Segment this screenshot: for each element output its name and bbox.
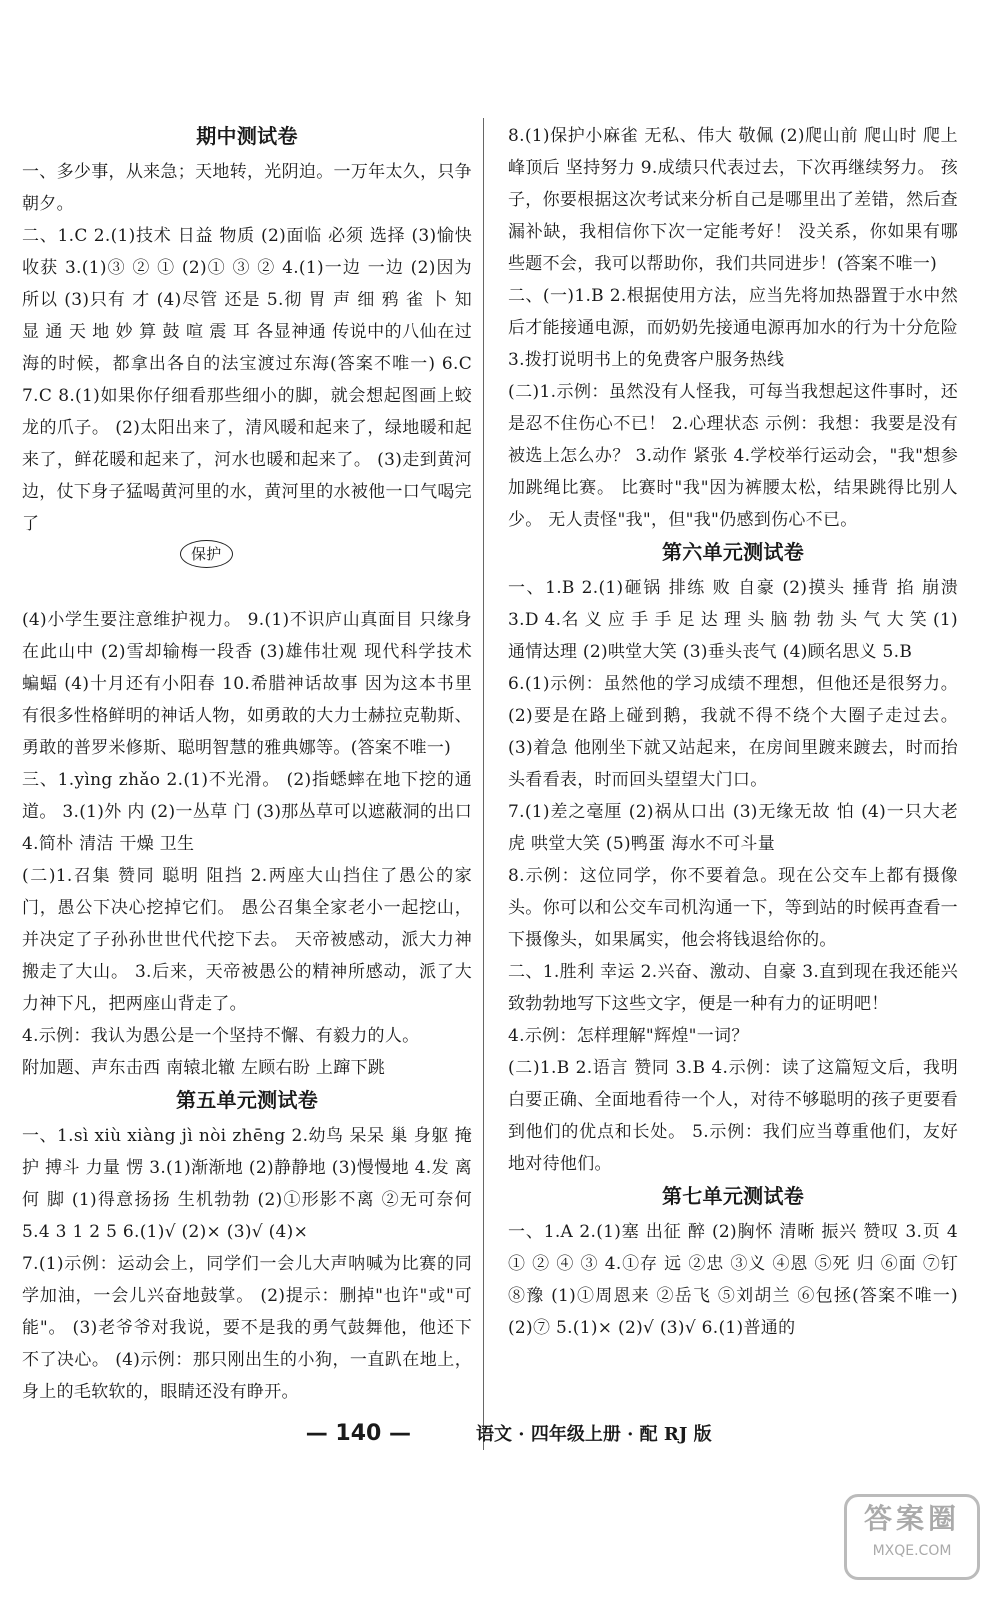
right-column	[508, 120, 958, 1344]
answer-paragraph: (4)小学生要注意维护视力。 9.(1)不识庐山真面目 只缘身在此山中 (2)雪却输梅一段香 (3)雄伟壮观 现代科学技术 蝙蝠 (4)十月还有小阳春 10.希腊神话故事 因为这本书里有很多性格鲜明的神话人物，如勇敢的大力士赫拉克勒斯、勇敢的普罗米修斯、聪明智慧的雅典娜等。(答案不唯一)	[22, 610, 472, 758]
page-number: — 140 —	[305, 1421, 411, 1446]
answer-paragraph: 7.(1)差之毫厘 (2)祸从口出 (3)无缘无故 怕 (4)一只大老虎 哄堂大笑 (5)鸭蛋 海水不可斗量	[508, 802, 958, 854]
correction-annotation	[22, 540, 472, 604]
answer-paragraph: 一、1.B 2.(1)砸锅 排练 败 自豪 (2)摸头 捶背 掐 崩溃 3.D 4.名 义 应 手 手 足 达 理 头 脑 勃 勃 头 气 大 笑 (1)通情达理 (2)哄堂大笑 (3)垂头丧气 (4)顾名思义 5.B	[508, 578, 958, 662]
book-info: 语文 · 四年级上册 · 配 RJ 版	[476, 1424, 712, 1445]
answer-paragraph: 一、1.A 2.(1)塞 出征 醉 (2)胸怀 清晰 振兴 赞叹 3.页 4 ① ② ④ ③ 4.①存 远 ②忠 ③义 ④恩 ⑤死 归 ⑥面 ⑦钉 ⑧豫 (1)①周恩来 ②岳飞 ⑤刘胡兰 ⑥包拯(答案不唯一) (2)⑦ 5.(1)× (2)√ (3)√ 6.(1)普通的	[508, 1222, 958, 1338]
left-column	[22, 120, 472, 1408]
answer-paragraph: 4.示例：我认为愚公是一个坚持不懈、有毅力的人。	[22, 1026, 420, 1046]
section-title-unit7: 第七单元测试卷	[661, 1184, 805, 1208]
answer-paragraph: 三、1.yìng zhǎo 2.(1)不光滑。 (2)指蟋蟀在地下挖的通道。 3.(1)外 内 (2)一丛草 门 (3)那丛草可以遮蔽洞的出口 4.简朴 清洁 干燥 卫生	[22, 770, 472, 854]
watermark-url: MXQE.COM	[872, 1543, 952, 1559]
answer-paragraph: 一、多少事，从来急；天地转，光阴迫。一万年太久，只争朝夕。	[22, 162, 472, 214]
answer-paragraph: 二、1.C 2.(1)技术 日益 物质 (2)面临 必须 选择 (3)愉快 收获 3.(1)③ ② ① (2)① ③ ② 4.(1)一边 一边 (2)因为 所以 (3)只有 才 (4)尽管 还是 5.彻 胃 声 细 鸦 雀 卜 知 显 通 天 地 妙 算 鼓 喧 震 耳 各显神通 传说中的八仙在过海的时候，都拿出各自的法宝渡过东海(答案不唯一) 6.C 7.C 8.(1)如果你仔细看那些细小的脚，就会想起图画上蛟龙的爪子。 (2)太阳出来了，清风暖和起来了，绿地暖和起来了，鲜花暖和起来了，河水也暖和起来了。 (3)走到黄河边，仗下身子猛喝黄河里的水，黄河里的水被他一口气喝完了	[22, 226, 472, 534]
answer-paragraph: (二)1.召集 赞同 聪明 阻挡 2.两座大山挡住了愚公的家门，愚公下决心挖掉它们。 愚公召集全家老小一起挖山，并决定了子孙孙世世代代挖下去。 天帝被感动，派大力神搬走了大山。 3.后来，天帝被愚公的精神所感动，派了大力神下凡，把两座山背走了。	[22, 866, 472, 1014]
answer-paragraph: 8.(1)保护小麻雀 无私、伟大 敬佩 (2)爬山前 爬山时 爬上峰顶后 坚持努力 9.成绩只代表过去，下次再继续努力。 孩子，你要根据这次考试来分析自己是哪里出了差错，然后查漏补缺，我相信你下次一定能考好！ 没关系，你如果有哪些题不会，我可以帮助你，我们共同进步！(答案不唯一)	[508, 126, 958, 274]
section-title-unit6: 第六单元测试卷	[661, 540, 805, 564]
answer-paragraph: (二)1.B 2.语言 赞同 3.B 4.示例：读了这篇短文后，我明白要正确、全面地看待一个人，对待不够聪明的孩子更要看到他们的优点和长处。 5.示例：我们应当尊重他们，友好地对待他们。	[508, 1058, 958, 1174]
watermark-logo	[844, 1494, 980, 1580]
watermark-text: 答案圈	[863, 1502, 960, 1535]
answer-paragraph: 6.(1)示例：虽然他的学习成绩不理想，但他还是很努力。 (2)要是在路上碰到鹅，我就不得不绕个大圈子走过去。 (3)着急 他刚坐下就又站起来，在房间里踱来踱去，时而抬头看看表，时而回头望望大门口。	[508, 674, 958, 790]
bonus-question: 附加题、声东击西 南辕北辙 左顾右盼 上蹿下跳	[22, 1058, 386, 1078]
answer-paragraph: 二、(一)1.B 2.根据使用方法，应当先将加热器置于水中然后才能接通电源，而奶奶先接通电源再加水的行为十分危险 3.拨打说明书上的免费客户服务热线	[508, 286, 958, 370]
section-title-midterm: 期中测试卷	[196, 124, 298, 148]
column-divider	[483, 118, 484, 1450]
answer-paragraph: 8.示例：这位同学，你不要着急。现在公交车上都有摄像头。你可以和公交车司机沟通一下，等到站的时候再查看一下摄像头，如果属实，他会将钱退给你的。	[508, 866, 958, 950]
answer-paragraph: 一、1.sì xiù xiàng jì nòi zhēng 2.幼鸟 呆呆 巢 身躯 掩护 搏斗 力量 愣 3.(1)渐渐地 (2)静静地 (3)慢慢地 4.发 离 何 脚 (1)得意扬扬 生机勃勃 (2)①形影不离 ②无可奈何 5.4 3 1 2 5 6.(1)√ (2)× (3)√ (4)×	[22, 1126, 472, 1242]
answer-paragraph: 4.示例：怎样理解"辉煌"一词？	[508, 1026, 749, 1046]
section-title-unit5: 第五单元测试卷	[175, 1088, 319, 1112]
correction-circle: 保护	[180, 540, 233, 568]
answer-paragraph: 7.(1)示例：运动会上，同学们一会儿大声呐喊为比赛的同学加油，一会儿兴奋地鼓掌。 (2)提示：删掉"也许"或"可能"。 (3)老爷爷对我说，要不是我的勇气鼓舞他，他还下不了决心。 (4)示例：那只刚出生的小狗，一直趴在地上，身上的毛软软的，眼睛还没有睁开。	[22, 1254, 472, 1402]
answer-paragraph: 二、1.胜利 幸运 2.兴奋、激动、自豪 3.直到现在我还能兴致勃勃地写下这些文字，便是一种有力的证明吧！	[508, 962, 958, 1014]
page-footer	[0, 1420, 1000, 1446]
answer-paragraph: (二)1.示例：虽然没有人怪我，可每当我想起这件事时，还是忍不住伤心不已！ 2.心理状态 示例：我想：我要是没有被选上怎么办？ 3.动作 紧张 4.学校举行运动会，"我"想参加跳绳比赛。 比赛时"我"因为裤腰太松，结果跳得比别人少。 无人责怪"我"，但"我"仍感到伤心不已。	[508, 382, 958, 530]
